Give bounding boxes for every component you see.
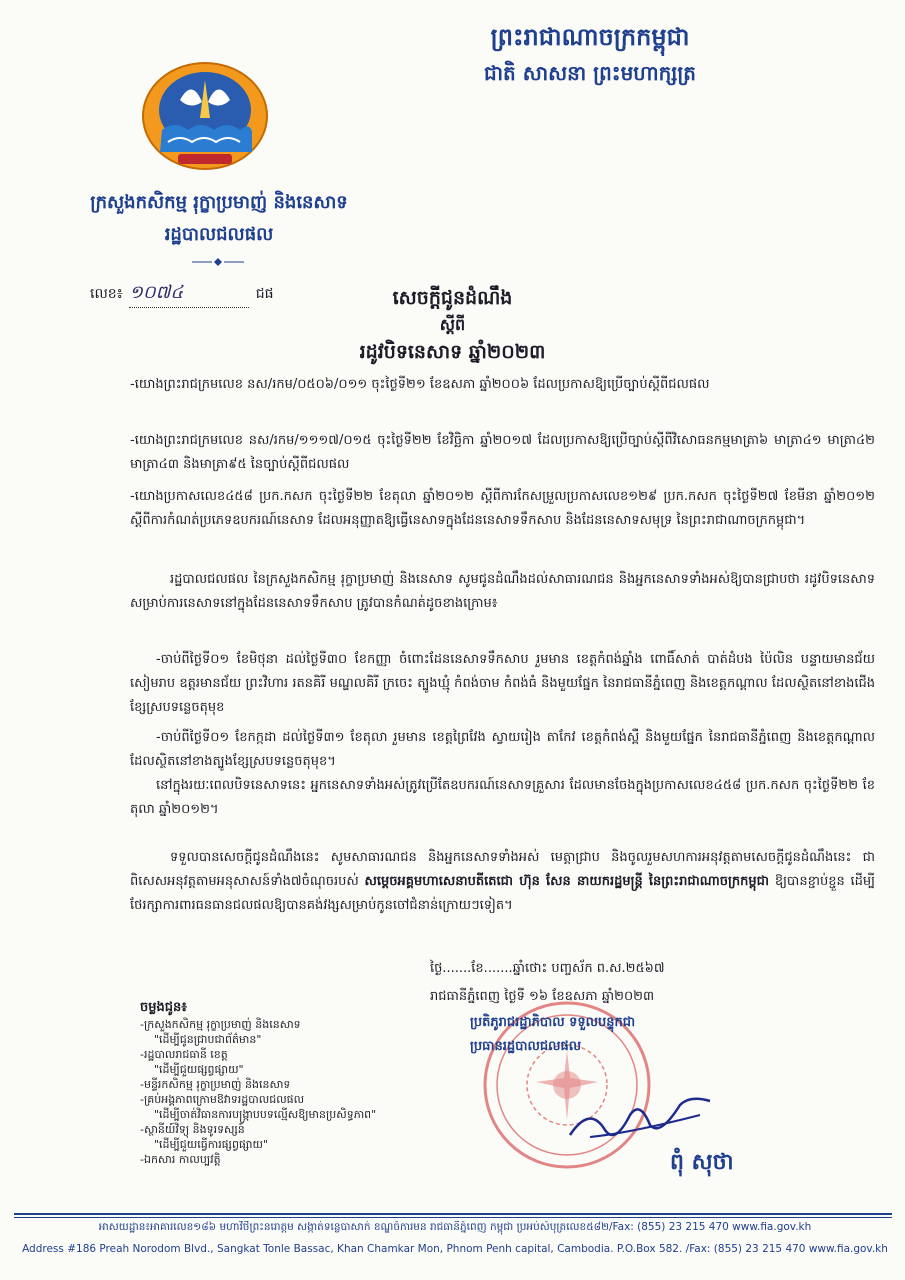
body-paragraph: រដ្ឋបាលជលផល នៃក្រសួងកសិកម្ម រុក្ខាប្រមាញ់ និងនេសាទ សូមជូនដំណឹងដល់សាធារណជន និងអ្នកនេសាទទាំងអស់ឱ្យបានជ្រាបថា រដូវបិទនេសាទសម្រាប់ការនេសាទនៅក្នុងដែននេសាទទឹកសាប ត្រូវបានកំណត់ដូចខាងក្រោម៖ [130, 572, 875, 611]
recipient-note: "ដើម្បីជូនជ្រាបជាព័ត៌មាន" [154, 1033, 262, 1046]
ministry-name: ក្រសួងកសិកម្ម រុក្ខាប្រមាញ់ និងនេសាទ [90, 192, 348, 213]
reference-item: -យោងព្រះរាជក្រមលេខ នស/រកម/១១១៧/០១៥ ចុះថ្ងៃទី២២ ខែវិច្ឆិកា ឆ្នាំ២០១៧ ដែលប្រកាសឱ្យប្រើច្បាប់ស្ដីពីវិសោធនកម្មមាត្រា៦ មាត្រា៤១ មាត្រា៤២ មាត្រា៤៣ និងមាត្រា៩៥ នៃច្បាប់ស្ដីពីជលផល [130, 433, 875, 472]
body-paragraph: នៅក្នុងរយៈពេលបិទនេសាទនេះ អ្នកនេសាទទាំងអស់ត្រូវប្រើតែឧបករណ៍នេសាទគ្រួសារ ដែលមានចែងក្នុងប្រកាសលេខ៤៥៨ ប្រក.កសក ចុះថ្ងៃទី២២ ខែតុលា ឆ្នាំ២០១២។ [130, 778, 875, 817]
signer-name: ពុំ សុថា [670, 1149, 734, 1175]
closed-season-period-1: -ចាប់ពីថ្ងៃទី០១ ខែមិថុនា ដល់ថ្ងៃទី៣០ ខែកញ្ញា ចំពោះដែននេសាទទឹកសាប រួមមាន ខេត្តកំពង់ឆ្នាំង ពោធិ៍សាត់ បាត់ដំបង ប៉ៃលិន បន្ទាយមានជ័យ សៀមរាប ឧត្តរមានជ័យ ព្រះវិហារ រតនគិរី មណ្ឌលគិរី ក្រចេះ ត្បូងឃ្មុំ កំពង់ចាម កំពង់ធំ និងមួយផ្នែក នៃរាជធានីភ្នំពេញ និងខេត្តកណ្ដាល ដែលស្ថិតនៅខាងជើងខ្សែស្របទន្លេចតុមុខ [130, 652, 875, 715]
notice-subject: រដូវបិទនេសាទ ឆ្នាំ២០២៣ [359, 341, 546, 363]
kingdom-title: ព្រះរាជាណាចក្រកម្ពុជា [490, 23, 690, 51]
reference-item: -យោងព្រះរាជក្រមលេខ នស/រកម/០៥០៦/០១១ ចុះថ្ងៃទី២១ ខែឧសភា ឆ្នាំ២០០៦ ដែលប្រកាសឱ្យប្រើច្បាប់ស្ដីពីជលផល [130, 377, 710, 392]
recipient-item: -មន្ទីរកសិកម្ម រុក្ខាប្រមាញ់ និងនេសាទ [140, 1078, 291, 1091]
footer-address-english: Address #186 Preah Norodom Blvd., Sangkat Tonle Bassac, Khan Chamkar Mon, Phnom Penh capital, Cambodia. P.O.Box 582. /Fax: (855) 23 215 470 www.fia.gov.kh [22, 1243, 888, 1255]
recipient-item: -រដ្ឋបាលរាជធានី ខេត្ត [140, 1048, 228, 1061]
signer-title: ប្រតិភូរាជរដ្ឋាភិបាល ទទួលបន្ទុកជា [470, 1015, 636, 1030]
copy-recipients [140, 1000, 390, 1167]
recipient-item: -គ្រប់អង្គភាពក្រោមឱវាទរដ្ឋបាលជលផល [140, 1093, 305, 1106]
reference-label: លេខ៖ [90, 286, 123, 302]
ornament-divider [190, 252, 246, 262]
reference-item: -យោងប្រកាសលេខ៤៥៨ ប្រក.កសក ចុះថ្ងៃទី២២ ខែតុលា ឆ្នាំ២០១២ ស្ដីពីការកែសម្រួលប្រកាសលេខ១២៩ ប្រក.កសក ចុះថ្ងៃទី២៧ ខែមីនា ឆ្នាំ២០១២ ស្ដីពីការកំណត់ប្រភេទឧបករណ៍នេសាទ ដែលអនុញ្ញាតឱ្យធ្វើនេសាទក្នុងដែននេសាទទឹកសាប និងដែននេសាទសមុទ្រ នៃព្រះរាជាណាចក្រកម្ពុជា។ [130, 489, 875, 528]
reference-suffix: ជផ [255, 286, 274, 302]
closing-paragraph [130, 846, 875, 918]
ministry-department: រដ្ឋបាលជលផល [164, 224, 274, 245]
reference-value: ១០៧៤ [129, 282, 184, 303]
notice-title: សេចក្ដីជូនដំណឹង [392, 287, 513, 309]
ministry-logo [140, 60, 270, 172]
recipient-note: "ដើម្បីជួយធ្វើការផ្សព្វផ្សាយ" [154, 1138, 269, 1151]
recipient-note: "ដើម្បីជួយផ្សព្វផ្សាយ" [154, 1063, 244, 1076]
signer-position: ប្រធានរដ្ឋបាលជលផល [470, 1039, 582, 1054]
recipient-item: -ក្រសួងកសិកម្ម រុក្ខាប្រមាញ់ និងនេសាទ [140, 1018, 301, 1031]
notice-subject-label: ស្ដីពី [439, 315, 466, 334]
footer-rule [14, 1217, 892, 1218]
footer-rule [14, 1213, 892, 1215]
closing-text: ឱ្យបានខ្ជាប់ខ្ជួន ដើម្បីថែរក្សាការពារធនធានជលផលឱ្យបានគង់វង្សសម្រាប់កូនចៅជំនាន់ក្រោយៗទៀត។ [130, 874, 875, 913]
recipient-note: "ដើម្បីចាត់វិធានការបង្ក្រាបបទល្មើសឱ្យមានប្រសិទ្ធភាព" [154, 1108, 377, 1121]
lunar-date: ថ្ងៃ.......ខែ.......ឆ្នាំថោះ បញ្ចស័ក ព.ស.២៥៦៧ [430, 961, 665, 976]
recipient-item: -ស្ថានីយ៍វិទ្យុ និងទូរទស្សន៍ [140, 1123, 245, 1136]
handwritten-signature [560, 1075, 720, 1155]
recipient-item: -ឯកសារ កាលប្បវត្តិ [140, 1153, 221, 1166]
closed-season-period-2: -ចាប់ពីថ្ងៃទី០១ ខែកក្កដា ដល់ថ្ងៃទី៣១ ខែតុលា រួមមាន ខេត្តព្រៃវែង ស្វាយរៀង តាកែវ ខេត្តកំពង់ស្ពឺ និងមួយផ្នែក នៃរាជធានីភ្នំពេញ និងខេត្តកណ្ដាល ដែលស្ថិតនៅខាងត្បូងខ្សែស្របទន្លេចតុមុខ។ [130, 730, 875, 769]
prime-minister-title: សម្ដេចអគ្គមហាសេនាបតីតេជោ ហ៊ុន សែន នាយករដ្ឋមន្ត្រី នៃព្រះរាជាណាចក្រកម្ពុជា [364, 874, 770, 889]
kingdom-motto: ជាតិ សាសនា ព្រះមហាក្សត្រ [484, 61, 696, 85]
solar-date: រាជធានីភ្នំពេញ ថ្ងៃទី ១៦ ខែឧសភា ឆ្នាំ២០២៣ [430, 989, 655, 1004]
closing-text: ទទួលបានសេចក្ដីជូនដំណឹងនេះ សូមសាធារណជន និងអ្នកនេសាទទាំងអស់ មេត្តាជ្រាប និងចូលរួមសហការអនុវត្តតាមសេចក្ដីជូនដំណឹងនេះ ជាពិសេសអនុវត្តតាមអនុសាសន៍ទាំង៧ចំណុចរបស់ [130, 850, 875, 889]
footer-address-khmer: អាសយដ្ឋាន៖អាគារលេខ១៨៦ មហាវិថីព្រះនរោត្តម សង្កាត់ទន្លេបាសាក់ ខណ្ឌចំការមន រាជធានីភ្នំពេញ កម្ពុជា ប្រអប់សំបុត្រលេខ៥៨២/Fax: (855) 23 215 470 www.fia.gov.kh [98, 1221, 812, 1233]
recipients-heading: ចម្លងជូន៖ [140, 1000, 187, 1015]
